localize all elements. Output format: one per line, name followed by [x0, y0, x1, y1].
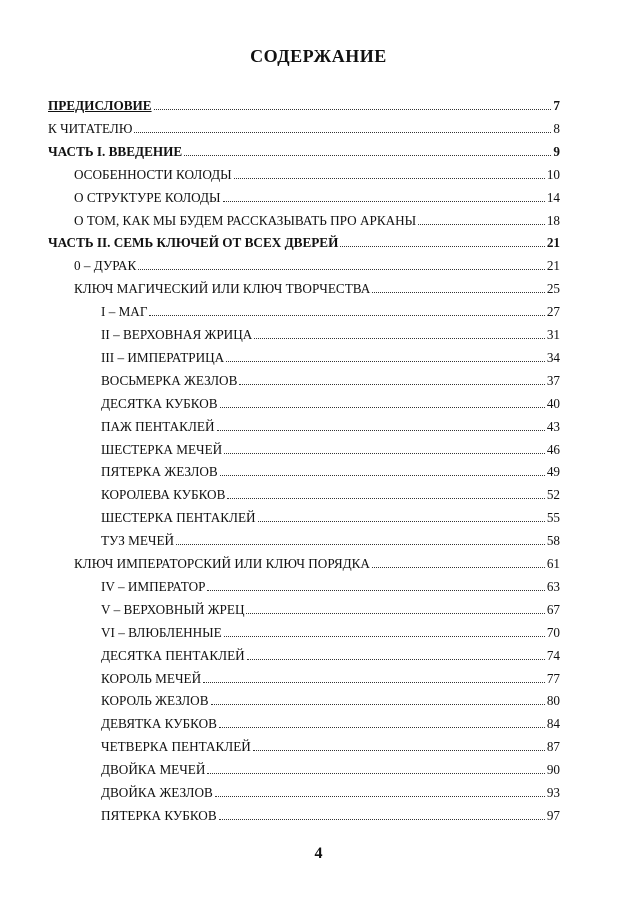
toc-entry[interactable] — [101, 527, 560, 549]
toc-entry-title: ПРЕДИСЛОВИЕ — [48, 98, 152, 113]
toc-entry[interactable] — [101, 596, 560, 618]
toc-dot-leader — [372, 567, 545, 568]
toc-entry-title: ШЕСТЕРКА ПЕНТАКЛЕЙ — [101, 510, 256, 526]
toc-entry-title: II – ВЕРХОВНАЯ ЖРИЦА — [101, 327, 253, 342]
toc-entry[interactable] — [101, 413, 560, 435]
toc-dot-leader — [211, 704, 545, 705]
toc-entry-page: 77 — [546, 670, 560, 686]
toc-entry[interactable] — [48, 92, 560, 114]
toc-entry-page: 84 — [546, 716, 560, 732]
toc-dot-leader — [220, 407, 545, 408]
toc-entry[interactable] — [74, 184, 560, 206]
toc-entry[interactable] — [101, 687, 560, 709]
toc-entry-title: ВОСЬМЕРКА ЖЕЗЛОВ — [101, 372, 238, 388]
toc-entry-title: ДЕВЯТКА КУБКОВ — [101, 716, 217, 732]
toc-dot-leader — [138, 269, 545, 270]
toc-dot-leader — [215, 796, 545, 797]
toc-entry-title: К ЧИТАТЕЛЮ — [48, 120, 133, 136]
toc-entry-title: ЧАСТЬ II. СЕМЬ КЛЮЧЕЙ ОТ ВСЕХ ДВЕРЕЙ — [48, 235, 339, 251]
toc-dot-leader — [217, 430, 545, 431]
toc-entry-page: 87 — [546, 739, 560, 755]
toc-entry-page: 9 — [553, 143, 560, 159]
toc-dot-leader — [223, 201, 545, 202]
toc-entry-title: ДВОЙКА МЕЧЕЙ — [101, 762, 206, 778]
toc-dot-leader — [134, 132, 551, 133]
toc-entry-title: КЛЮЧ МАГИЧЕСКИЙ ИЛИ КЛЮЧ ТВОРЧЕСТВА — [74, 281, 371, 297]
toc-entry[interactable] — [101, 619, 560, 641]
toc-dot-leader — [219, 727, 545, 728]
toc-entry[interactable] — [101, 458, 560, 480]
toc-entry-title: КОРОЛЬ ЖЕЗЛОВ — [101, 693, 209, 709]
toc-dot-leader — [246, 613, 544, 614]
toc-dot-leader — [224, 453, 545, 454]
toc-entry[interactable] — [101, 779, 560, 801]
toc-entry-title: ШЕСТЕРКА МЕЧЕЙ — [101, 441, 223, 457]
toc-entry[interactable] — [48, 138, 560, 160]
toc-entry-title: КОРОЛЬ МЕЧЕЙ — [101, 670, 202, 686]
toc-entry[interactable] — [48, 229, 560, 251]
toc-entry[interactable] — [48, 115, 560, 137]
toc-entry-title: ТУЗ МЕЧЕЙ — [101, 533, 175, 549]
toc-dot-leader — [234, 178, 545, 179]
toc-entry-page: 40 — [546, 395, 560, 411]
toc-entry-page: 67 — [546, 601, 560, 617]
toc-entry[interactable] — [101, 710, 560, 732]
toc-entry-page: 31 — [546, 327, 560, 342]
toc-entry-page: 8 — [553, 120, 560, 136]
toc-entry-title: ОСОБЕННОСТИ КОЛОДЫ — [74, 166, 232, 182]
toc-entry[interactable] — [101, 504, 560, 526]
toc-entry[interactable] — [74, 252, 560, 274]
toc-entry-page: 14 — [546, 189, 560, 205]
toc-entry-page: 97 — [546, 807, 560, 823]
toc-entry-page: 52 — [546, 487, 560, 503]
toc-entry[interactable] — [101, 642, 560, 664]
toc-entry-title: КЛЮЧ ИМПЕРАТОРСКИЙ ИЛИ КЛЮЧ ПОРЯДКА — [74, 556, 370, 571]
toc-entry-page: 37 — [546, 372, 560, 388]
toc-dot-leader — [207, 590, 544, 591]
toc-dot-leader — [176, 544, 545, 545]
toc-entry-page: 7 — [553, 98, 560, 113]
page-number: 4 — [314, 845, 323, 862]
toc-entry-page: 34 — [546, 349, 560, 365]
toc-dot-leader — [203, 682, 545, 683]
toc-entry[interactable] — [101, 367, 560, 389]
toc-entry-title: ПЯТЕРКА КУБКОВ — [101, 807, 217, 823]
toc-entry[interactable] — [74, 550, 560, 572]
toc-dot-leader — [340, 246, 544, 247]
toc-dot-leader — [418, 224, 545, 225]
toc-dot-leader — [372, 292, 545, 293]
toc-dot-leader — [184, 155, 551, 156]
toc-entry-title: ЧАСТЬ I. ВВЕДЕНИЕ — [48, 143, 183, 159]
toc-dot-leader — [226, 361, 545, 362]
toc-dot-leader — [258, 521, 545, 522]
toc-dot-leader — [149, 315, 544, 316]
toc-entry-title: ПАЖ ПЕНТАКЛЕЙ — [101, 418, 215, 434]
toc-entry-title: V – ВЕРХОВНЫЙ ЖРЕЦ — [101, 601, 245, 617]
toc-entry-page: 70 — [546, 624, 560, 640]
toc-entry-page: 55 — [546, 510, 560, 526]
toc-entry[interactable] — [101, 573, 560, 595]
toc-entry-title: I – МАГ — [101, 304, 148, 320]
toc-entry-title: КОРОЛЕВА КУБКОВ — [101, 487, 226, 503]
toc-dot-leader — [253, 750, 545, 751]
toc-entry[interactable] — [101, 481, 560, 503]
toc-entry[interactable] — [101, 802, 560, 824]
toc-dot-leader — [254, 338, 545, 339]
toc-entry-title: 0 – ДУРАК — [74, 258, 137, 274]
toc-entry-page: 25 — [546, 281, 560, 297]
toc-entry-title: III – ИМПЕРАТРИЦА — [101, 349, 225, 365]
toc-entry-title: VI – ВЛЮБЛЕННЫЕ — [101, 624, 222, 640]
toc-entry-page: 63 — [546, 578, 560, 594]
toc-entry-title: IV – ИМПЕРАТОР — [101, 578, 206, 594]
toc-entry-page: 93 — [546, 785, 560, 800]
toc-entry-page: 43 — [546, 418, 560, 434]
toc-dot-leader — [247, 659, 545, 660]
toc-entry[interactable] — [74, 275, 560, 297]
toc-entry[interactable] — [74, 207, 560, 229]
toc-entry-page: 18 — [546, 212, 560, 228]
toc-dot-leader — [224, 636, 545, 637]
toc-entry[interactable] — [101, 344, 560, 366]
toc-entry-title: О СТРУКТУРЕ КОЛОДЫ — [74, 189, 221, 205]
page-title: СОДЕРЖАНИЕ — [250, 46, 387, 66]
toc-entry-title: ДЕСЯТКА КУБКОВ — [101, 395, 218, 411]
toc-entry-page: 61 — [546, 556, 560, 571]
toc-entry-page: 74 — [546, 647, 560, 663]
toc-entry-title: ЧЕТВЕРКА ПЕНТАКЛЕЙ — [101, 739, 251, 755]
toc-entry-page: 49 — [546, 464, 560, 480]
toc-dot-leader — [207, 773, 544, 774]
toc-entry[interactable] — [101, 390, 560, 412]
toc-dot-leader — [239, 384, 544, 385]
toc-dot-leader — [219, 819, 545, 820]
toc-entry-title: ДЕСЯТКА ПЕНТАКЛЕЙ — [101, 647, 245, 663]
toc-entry-page: 80 — [546, 693, 560, 709]
toc-entry-title: ДВОЙКА ЖЕЗЛОВ — [101, 785, 213, 800]
toc-dot-leader — [154, 109, 552, 110]
toc-entry[interactable] — [101, 733, 560, 755]
toc-entry-page: 46 — [546, 441, 560, 457]
toc-entry[interactable] — [101, 436, 560, 458]
toc-entry-page: 21 — [546, 258, 560, 274]
toc-entry[interactable] — [74, 161, 560, 183]
toc-entry[interactable] — [101, 298, 560, 320]
toc-entry[interactable] — [101, 321, 560, 343]
toc-dot-leader — [227, 498, 544, 499]
toc-entry-page: 90 — [546, 762, 560, 778]
toc-entry-page: 58 — [546, 533, 560, 549]
toc-entry-page: 10 — [546, 166, 560, 182]
toc-entry[interactable] — [101, 756, 560, 778]
toc-dot-leader — [220, 475, 545, 476]
toc-entry-title: О ТОМ, КАК МЫ БУДЕМ РАССКАЗЫВАТЬ ПРО АРКАНЫ — [74, 212, 417, 228]
toc-entry-page: 21 — [546, 235, 560, 251]
toc-entry[interactable] — [101, 665, 560, 687]
toc-entry-page: 27 — [546, 304, 560, 320]
toc-entry-title: ПЯТЕРКА ЖЕЗЛОВ — [101, 464, 218, 480]
